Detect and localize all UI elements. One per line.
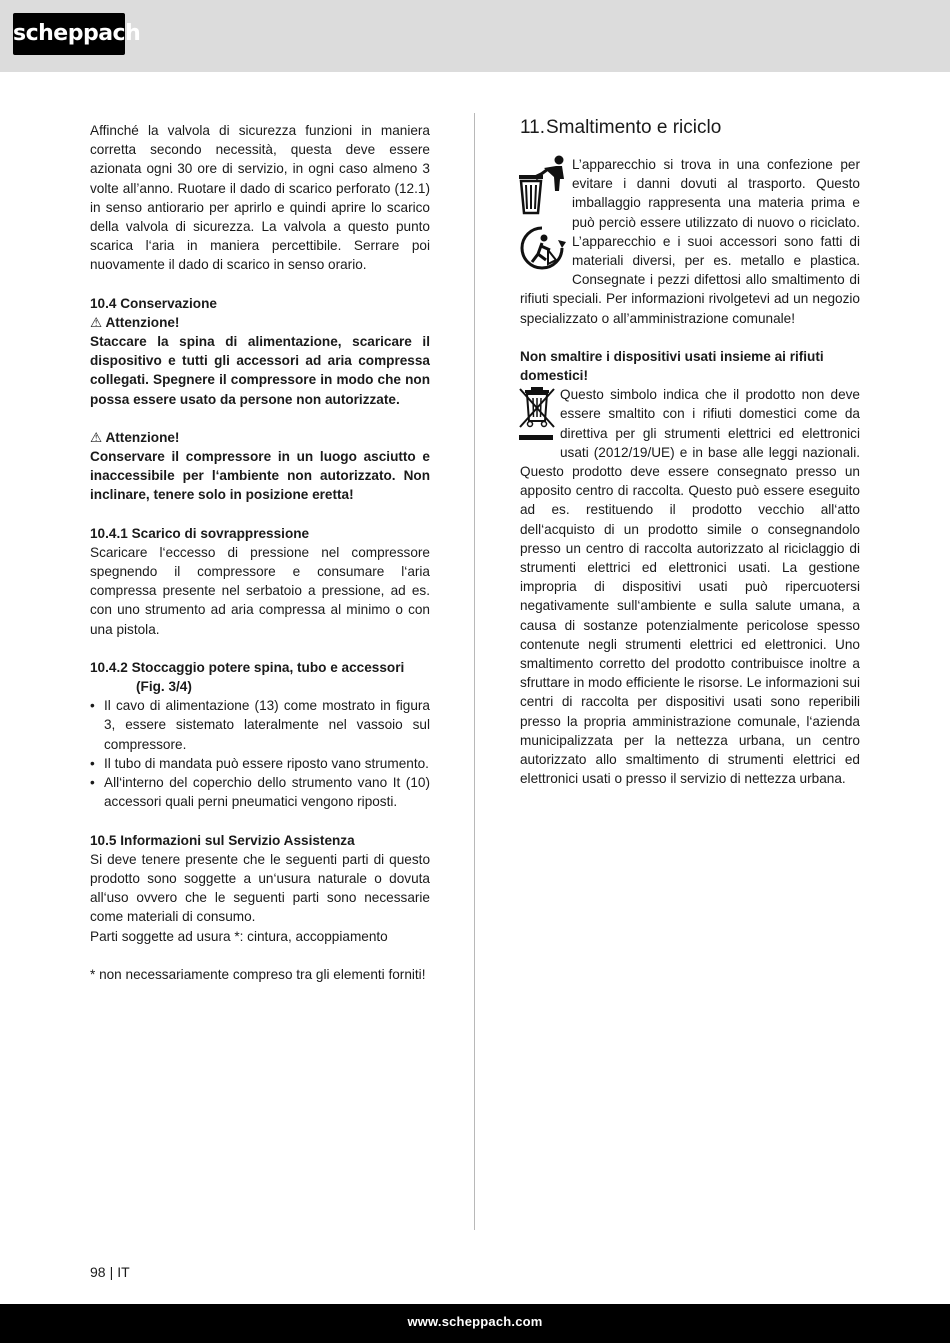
section-10-4-2-heading: 10.4.2 Stoccaggio potere spina, tubo e accessori <box>90 659 405 675</box>
bullet-marker: • <box>90 775 95 791</box>
page-number-label <box>90 1264 130 1280</box>
brand-logo: scheppach <box>13 13 125 55</box>
column-divider <box>474 113 475 1230</box>
page-number: 98 <box>90 1264 106 1280</box>
storage-bullet-list <box>90 696 430 811</box>
bullet-marker: • <box>90 755 95 771</box>
list-item: • All‘interno del coperchio dello strumento vano It (10) accessori quali perni pneumatici vengono riposti. <box>90 775 430 810</box>
disposal-icons <box>518 155 572 277</box>
section-11-heading <box>520 117 860 155</box>
warning-label-1: ⚠ Attenzione! <box>90 314 180 330</box>
page-header <box>0 0 950 72</box>
bullet-marker: • <box>90 698 95 714</box>
safety-valve-paragraph: Affinché la valvola di sicurezza funzioni in maniera corretta secondo necessità, questa deve essere azionata ogni 30 ore di servizio, in ogni caso almeno 3 volte all’anno. Ruotare il dado di scarico perforato (12.1) in senso antiorario per aprirlo e quindi aprire lo scarico della valvola di sicurezza. La valvola a questo punto scarica l‘aria in maniera percettibile. Serrare poi nuovamente il dado di scarico in senso orario. <box>90 123 430 273</box>
weee-heading: Non smaltire i dispositivi usati insieme ai rifiuti domestici! <box>520 348 824 384</box>
recycle-icon <box>518 224 568 272</box>
list-item: • Il cavo di alimentazione (13) come mostrato in figura 3, essere sistemato lateralmente nel vassoio sul compressore. <box>90 698 430 752</box>
section-10-5-heading: 10.5 Informazioni sul Servizio Assistenza <box>90 832 355 848</box>
footnote: * non necessariamente compreso tra gli elementi forniti! <box>90 966 426 982</box>
packaging-disposal-text: L’apparecchio si trova in una confezione per evitare i danni dovuti al trasporto. Questo imballaggio rappresenta una materia prima e può perciò essere utilizzato di nuovo o riciclato. L’apparecchio e i suoi accessori sono fatti di materiali diversi, per es. metallo e plastica. Consegnate i pezzi difettosi allo smaltimento di rifiuti speciali. Per informazioni rivolgetevi ad un negozio specializzato o all’amministrazione comunale! <box>520 157 860 326</box>
weee-symbol <box>518 385 560 452</box>
list-item: • Il tubo di mandata può essere riposto vano strumento. <box>90 754 430 773</box>
weee-text: Questo simbolo indica che il prodotto non deve essere smaltito con i rifiuti domestici come da direttiva per gli strumenti elettrici ed elettronici usati (2012/19/UE) e in base alle leggi nazionali. Questo prodotto deve essere consegnato presso un apposito centro di raccolta. Questo può essere eseguito ad es. restituendo il prodotto vecchio all‘atto dell‘acquisto di un prodotto simile o consegnandolo presso un centro di raccolta autorizzato al riciclaggio di strumenti elettrici ed elettronici usati. La gestione impropria di dispositivi usati può ripercuotersi negativamente sull‘ambiente e sulla salute umana, a causa di sostanze potenzialmente pericolose spesso contenute negli strumenti elettrici ed elettronici. Uno smaltimento corretto del prodotto contribuisce inoltre a sfruttare in modo efficiente le risorse. Le informazioni sui centri di raccolta per dispositivi usati sono reperibili presso la propria amministrazione comunale, l‘azienda municipalizzata per la nettezza urbana, un centro autorizzato allo smaltimento di strumenti elettrici ed elettronici usati o presso il servizio di nettezza urbana. <box>520 387 860 787</box>
warning-text-2: Conservare il compressore in un luogo asciutto e inaccessibile per l‘ambiente non autorizzato. Non inclinare, tenere solo in posizione eretta! <box>90 449 430 503</box>
section-title: Smaltimento e riciclo <box>546 117 722 138</box>
wear-parts-line: Parti soggette ad usura *: cintura, accoppiamento <box>90 928 388 944</box>
left-column <box>90 121 430 984</box>
website-link[interactable]: www.scheppach.com <box>407 1314 543 1329</box>
section-10-5-text: Si deve tenere presente che le seguenti parti di questo prodotto sono soggette a un‘usura naturale o dovuta all‘uso ovvero che le seguenti parti sono necessarie come materiali di consumo. <box>90 851 430 925</box>
warning-label-2: ⚠ Attenzione! <box>90 429 180 445</box>
section-number: 11. <box>520 117 546 138</box>
section-10-4-1-heading: 10.4.1 Scarico di sovrappressione <box>90 525 310 541</box>
section-10-4-2-subheading: (Fig. 3/4) <box>136 679 192 695</box>
language-code: IT <box>117 1264 130 1280</box>
right-column <box>520 117 860 789</box>
crossed-out-wheelie-bin-icon <box>518 385 556 447</box>
warning-text-1: Staccare la spina di alimentazione, scaricare il dispositivo e tutti gli accessori ad aria compressa collegati. Spegnere il compressore in modo che non possa essere usato da persone non autorizzate. <box>90 334 430 407</box>
page-footer <box>0 1304 950 1343</box>
section-10-4-1-text: Scaricare l‘eccesso di pressione nel compressore spegnendo il compressore e consumare l‘aria compressa presente nel serbatoio a pressione, ad es. con uno strumento ad aria compressa al minimo o con una pistola. <box>90 544 430 637</box>
trash-bin-icon <box>518 155 568 217</box>
section-10-4-heading: 10.4 Conservazione <box>90 295 217 311</box>
page-separator: | <box>109 1264 114 1280</box>
